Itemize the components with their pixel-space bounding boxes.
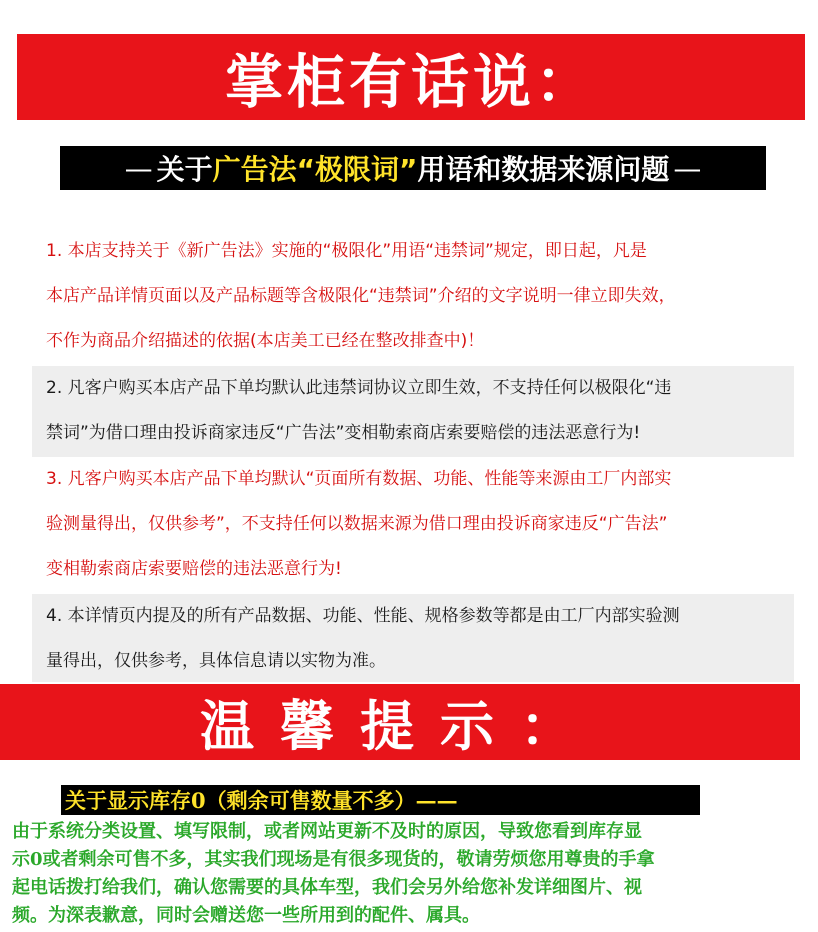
paragraph-line: 3. 凡客户购买本店产品下单均默认“页面所有数据、功能、性能等来源由工厂内部实 xyxy=(46,469,672,489)
notice-paragraph-4 xyxy=(32,594,794,682)
subtitle-bar xyxy=(60,146,766,190)
notice-paragraph-2 xyxy=(32,366,794,458)
subtitle-part2: 用语和数据来源问题 xyxy=(417,153,670,186)
explanation-line: 频。为深表歉意，同时会赠送您一些所用到的配件、属具。 xyxy=(12,905,480,926)
paragraph-line: 禁词”为借口理由投诉商家违反“广告法”变相勒索商店索要赔偿的违法恶意行为! xyxy=(46,423,641,443)
top-banner-title: 掌柜有话说： xyxy=(224,48,597,116)
warm-tip-banner xyxy=(0,684,800,760)
subtitle-dash-right: — xyxy=(673,151,702,185)
paragraph-line: 1. 本店支持关于《新广告法》实施的“极限化”用语“违禁词”规定，即日起，凡是 xyxy=(46,241,647,261)
explanation-line: 示0或者剩余可售不多，其实我们现场是有很多现货的，敬请劳烦您用尊贵的手拿 xyxy=(12,849,655,870)
notice-paragraph-3 xyxy=(32,457,794,593)
explanation-line: 起电话拨打给我们，确认您需要的具体车型，我们会另外给您补发详细图片、视 xyxy=(12,877,642,898)
paragraph-line: 量得出，仅供参考，具体信息请以实物为准。 xyxy=(46,651,386,671)
stock-notice-bar xyxy=(61,785,700,815)
paragraph-line: 变相勒索商店索要赔偿的违法恶意行为! xyxy=(46,559,342,579)
subtitle-highlight: 广告法“极限词” xyxy=(212,153,418,186)
paragraph-line: 2. 凡客户购买本店产品下单均默认此违禁词协议立即生效，不支持任何以极限化“违 xyxy=(46,378,672,398)
paragraph-line: 不作为商品介绍描述的依据(本店美工已经在整改排查中)！ xyxy=(46,331,485,351)
subtitle-part1: 关于 xyxy=(156,153,213,186)
subtitle-dash-left: — xyxy=(124,151,153,185)
paragraph-line: 本店产品详情页面以及产品标题等含极限化“违禁词”介绍的文字说明一律立即失效， xyxy=(46,286,676,306)
warm-tip-title: 温馨提示： xyxy=(200,693,600,758)
explanation-line: 由于系统分类设置、填写限制，或者网站更新不及时的原因，导致您看到库存显 xyxy=(12,821,642,842)
stock-explanation xyxy=(12,818,812,930)
top-banner xyxy=(17,34,805,120)
paragraph-line: 4. 本详情页内提及的所有产品数据、功能、性能、规格参数等都是由工厂内部实验测 xyxy=(46,606,680,626)
notice-paragraph-1 xyxy=(32,229,794,365)
stock-notice-text: 关于显示库存0（剩余可售数量不多）—— xyxy=(65,788,458,813)
paragraph-line: 验测量得出，仅供参考”，不支持任何以数据来源为借口理由投诉商家违反“广告法” xyxy=(46,514,668,534)
